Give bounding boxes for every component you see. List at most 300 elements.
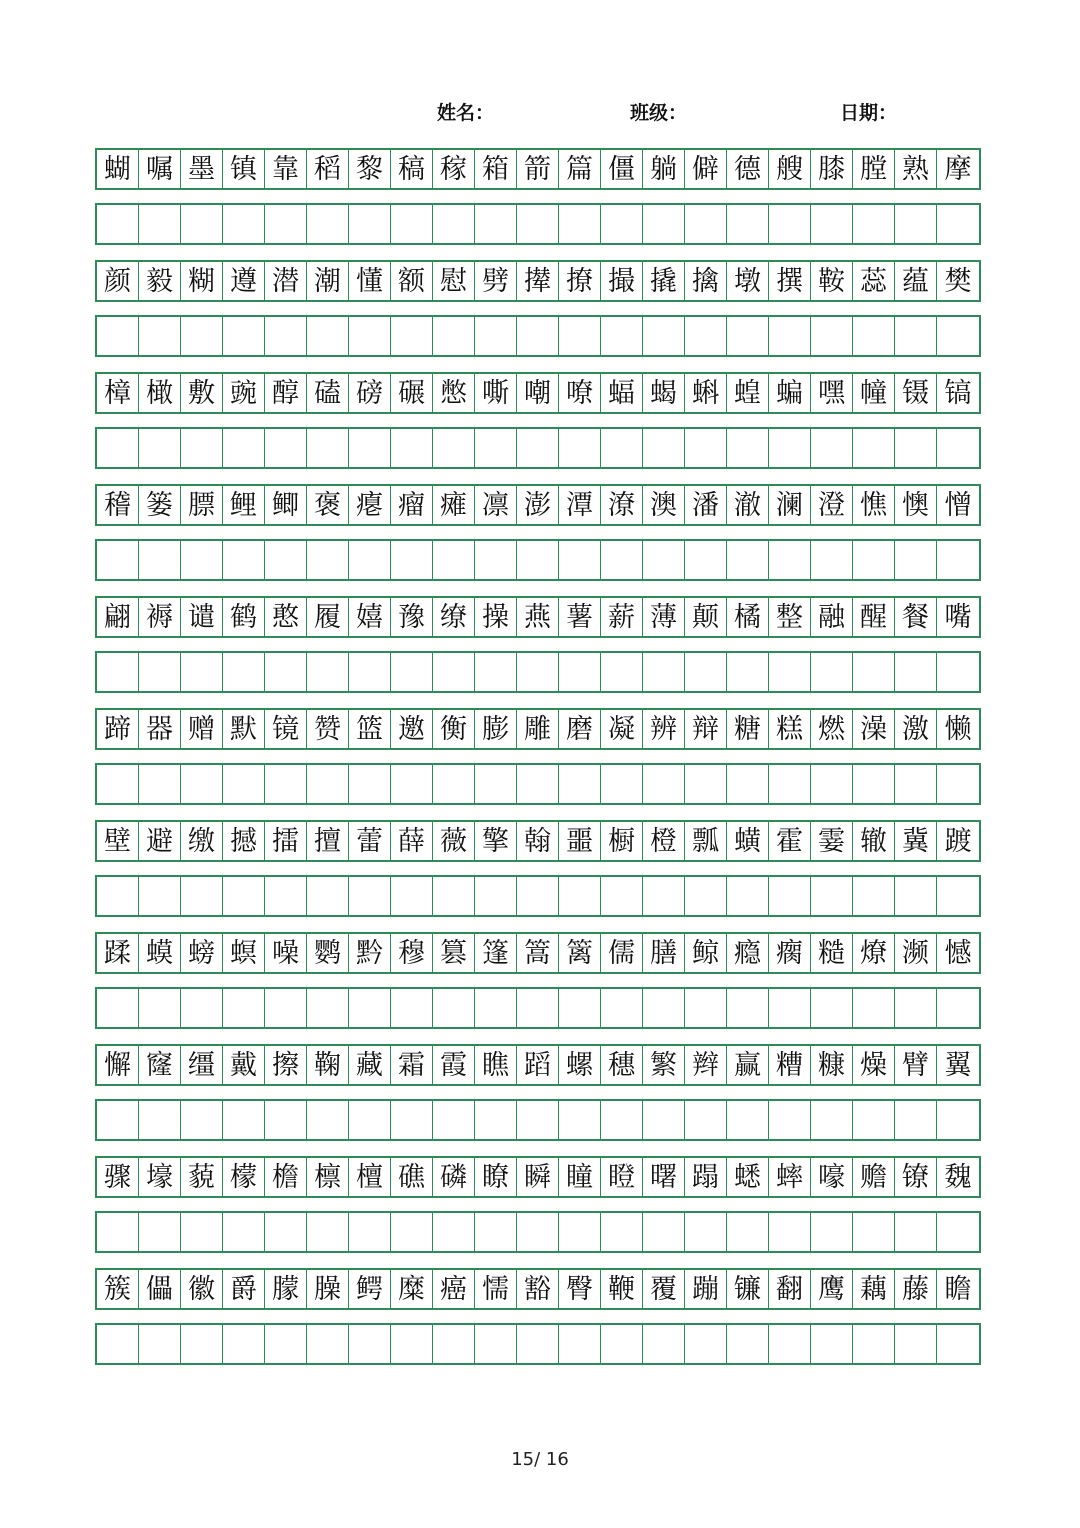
character-cell: 澄: [811, 486, 853, 524]
writing-box[interactable]: [559, 1325, 601, 1363]
writing-box[interactable]: [223, 1325, 265, 1363]
writing-box[interactable]: [475, 429, 517, 467]
writing-box[interactable]: [559, 653, 601, 691]
writing-box[interactable]: [139, 205, 181, 243]
writing-box[interactable]: [895, 317, 937, 355]
writing-box[interactable]: [433, 429, 475, 467]
writing-box[interactable]: [139, 877, 181, 915]
writing-box[interactable]: [685, 1101, 727, 1139]
writing-box[interactable]: [391, 653, 433, 691]
writing-box[interactable]: [307, 1101, 349, 1139]
writing-box[interactable]: [433, 653, 475, 691]
writing-box[interactable]: [475, 1213, 517, 1251]
writing-box[interactable]: [97, 1213, 139, 1251]
writing-box[interactable]: [643, 653, 685, 691]
writing-box[interactable]: [895, 877, 937, 915]
character-cell: 糠: [811, 1046, 853, 1084]
character-cell: 幢: [853, 374, 895, 412]
character-cell: 壁: [97, 822, 139, 860]
writing-box[interactable]: [643, 1213, 685, 1251]
character-cell: 瞪: [601, 1158, 643, 1196]
writing-box[interactable]: [727, 1213, 769, 1251]
writing-box[interactable]: [769, 765, 811, 803]
writing-box[interactable]: [475, 989, 517, 1027]
writing-box[interactable]: [181, 653, 223, 691]
writing-box[interactable]: [643, 765, 685, 803]
writing-box[interactable]: [727, 429, 769, 467]
writing-box[interactable]: [643, 1101, 685, 1139]
character-cell: 蟥: [727, 822, 769, 860]
writing-box[interactable]: [937, 877, 979, 915]
writing-box[interactable]: [895, 653, 937, 691]
character-cell: 濒: [895, 934, 937, 972]
character-cell: 穗: [601, 1046, 643, 1084]
practice-row: [95, 315, 981, 357]
writing-box[interactable]: [895, 1101, 937, 1139]
writing-box[interactable]: [433, 317, 475, 355]
writing-box[interactable]: [475, 877, 517, 915]
writing-box[interactable]: [895, 765, 937, 803]
writing-box[interactable]: [769, 989, 811, 1027]
writing-box[interactable]: [937, 1213, 979, 1251]
character-cell: 澡: [853, 710, 895, 748]
writing-box[interactable]: [265, 541, 307, 579]
writing-box[interactable]: [181, 429, 223, 467]
character-cell: 瘸: [769, 934, 811, 972]
character-cell: 缰: [181, 1046, 223, 1084]
practice-row: [95, 1211, 981, 1253]
writing-box[interactable]: [433, 877, 475, 915]
writing-box[interactable]: [601, 429, 643, 467]
writing-box[interactable]: [769, 1325, 811, 1363]
writing-box[interactable]: [97, 205, 139, 243]
character-cell: 霜: [391, 1046, 433, 1084]
writing-box[interactable]: [727, 541, 769, 579]
writing-box[interactable]: [559, 989, 601, 1027]
writing-box[interactable]: [559, 429, 601, 467]
writing-box[interactable]: [265, 877, 307, 915]
writing-box[interactable]: [853, 653, 895, 691]
writing-box[interactable]: [517, 653, 559, 691]
character-cell: 憨: [265, 598, 307, 636]
writing-box[interactable]: [181, 541, 223, 579]
character-cell: 鳄: [349, 1270, 391, 1308]
writing-box[interactable]: [895, 429, 937, 467]
writing-box[interactable]: [643, 541, 685, 579]
writing-box[interactable]: [475, 541, 517, 579]
writing-box[interactable]: [475, 653, 517, 691]
writing-box[interactable]: [895, 1325, 937, 1363]
character-cell: 德: [727, 150, 769, 188]
writing-box[interactable]: [391, 989, 433, 1027]
writing-box[interactable]: [643, 877, 685, 915]
writing-box[interactable]: [685, 1325, 727, 1363]
writing-box[interactable]: [559, 317, 601, 355]
writing-box[interactable]: [391, 205, 433, 243]
character-cell: 邀: [391, 710, 433, 748]
writing-box[interactable]: [139, 1213, 181, 1251]
writing-box[interactable]: [601, 877, 643, 915]
writing-box[interactable]: [307, 205, 349, 243]
writing-box[interactable]: [853, 1101, 895, 1139]
character-cell: 慰: [433, 262, 475, 300]
writing-box[interactable]: [97, 1325, 139, 1363]
character-cell: 爵: [223, 1270, 265, 1308]
character-cell: 糖: [727, 710, 769, 748]
writing-box[interactable]: [895, 1213, 937, 1251]
character-cell: 戴: [223, 1046, 265, 1084]
writing-box[interactable]: [139, 1101, 181, 1139]
character-cell: 噪: [265, 934, 307, 972]
writing-box[interactable]: [643, 429, 685, 467]
writing-box[interactable]: [223, 989, 265, 1027]
writing-box[interactable]: [811, 653, 853, 691]
writing-box[interactable]: [937, 1325, 979, 1363]
character-cell: 熟: [895, 150, 937, 188]
writing-box[interactable]: [853, 541, 895, 579]
writing-box[interactable]: [349, 205, 391, 243]
writing-box[interactable]: [601, 653, 643, 691]
practice-sheet: [95, 148, 981, 1365]
writing-box[interactable]: [391, 429, 433, 467]
writing-box[interactable]: [265, 653, 307, 691]
writing-box[interactable]: [853, 877, 895, 915]
character-cell: 冀: [895, 822, 937, 860]
writing-box[interactable]: [433, 989, 475, 1027]
writing-box[interactable]: [811, 877, 853, 915]
writing-box[interactable]: [811, 1213, 853, 1251]
character-row: [95, 820, 981, 862]
writing-box[interactable]: [307, 1325, 349, 1363]
writing-box[interactable]: [181, 1101, 223, 1139]
writing-box[interactable]: [643, 989, 685, 1027]
writing-box[interactable]: [391, 877, 433, 915]
writing-box[interactable]: [307, 429, 349, 467]
character-cell: 鲫: [265, 486, 307, 524]
writing-box[interactable]: [727, 877, 769, 915]
character-cell: 懈: [97, 1046, 139, 1084]
writing-box[interactable]: [853, 1325, 895, 1363]
character-cell: 翰: [517, 822, 559, 860]
writing-box[interactable]: [139, 429, 181, 467]
writing-box[interactable]: [97, 877, 139, 915]
writing-box[interactable]: [727, 653, 769, 691]
writing-box[interactable]: [937, 765, 979, 803]
writing-box[interactable]: [97, 653, 139, 691]
writing-box[interactable]: [937, 1101, 979, 1139]
writing-box[interactable]: [853, 429, 895, 467]
writing-box[interactable]: [811, 765, 853, 803]
writing-box[interactable]: [769, 429, 811, 467]
practice-row: [95, 875, 981, 917]
writing-box[interactable]: [727, 989, 769, 1027]
writing-box[interactable]: [685, 877, 727, 915]
writing-box[interactable]: [517, 1101, 559, 1139]
writing-box[interactable]: [349, 541, 391, 579]
character-cell: 癌: [433, 1270, 475, 1308]
writing-box[interactable]: [685, 1213, 727, 1251]
writing-box[interactable]: [307, 877, 349, 915]
writing-box[interactable]: [601, 1101, 643, 1139]
writing-box[interactable]: [475, 205, 517, 243]
writing-box[interactable]: [727, 765, 769, 803]
writing-box[interactable]: [895, 205, 937, 243]
writing-box[interactable]: [811, 541, 853, 579]
writing-box[interactable]: [937, 989, 979, 1027]
character-cell: 磨: [559, 710, 601, 748]
writing-box[interactable]: [727, 205, 769, 243]
writing-box[interactable]: [97, 765, 139, 803]
character-cell: 霍: [769, 822, 811, 860]
writing-box[interactable]: [223, 429, 265, 467]
writing-box[interactable]: [181, 877, 223, 915]
writing-box[interactable]: [391, 317, 433, 355]
writing-box[interactable]: [349, 1325, 391, 1363]
writing-box[interactable]: [139, 765, 181, 803]
page-number: 15/ 16: [511, 1449, 569, 1470]
writing-box[interactable]: [937, 317, 979, 355]
writing-box[interactable]: [433, 541, 475, 579]
character-cell: 撼: [223, 822, 265, 860]
writing-box[interactable]: [265, 765, 307, 803]
writing-box[interactable]: [517, 989, 559, 1027]
writing-box[interactable]: [433, 1213, 475, 1251]
writing-box[interactable]: [223, 317, 265, 355]
character-cell: 薇: [433, 822, 475, 860]
writing-box[interactable]: [475, 1101, 517, 1139]
writing-box[interactable]: [97, 989, 139, 1027]
character-cell: 瞻: [944, 1273, 972, 1305]
writing-box[interactable]: [559, 877, 601, 915]
writing-box[interactable]: [769, 877, 811, 915]
writing-box[interactable]: [181, 1325, 223, 1363]
writing-box[interactable]: [349, 653, 391, 691]
writing-box[interactable]: [727, 1325, 769, 1363]
writing-box[interactable]: [811, 989, 853, 1027]
writing-box[interactable]: [559, 765, 601, 803]
writing-box[interactable]: [769, 317, 811, 355]
writing-box[interactable]: [139, 989, 181, 1027]
writing-box[interactable]: [307, 653, 349, 691]
writing-box[interactable]: [475, 317, 517, 355]
writing-box[interactable]: [349, 1101, 391, 1139]
writing-box[interactable]: [349, 877, 391, 915]
writing-box[interactable]: [853, 317, 895, 355]
character-cell: 磅: [349, 374, 391, 412]
writing-box[interactable]: [307, 1213, 349, 1251]
character-cell: 霞: [433, 1046, 475, 1084]
writing-box[interactable]: [517, 429, 559, 467]
writing-box[interactable]: [601, 989, 643, 1027]
writing-box[interactable]: [349, 317, 391, 355]
writing-box[interactable]: [811, 317, 853, 355]
character-cell: 篓: [139, 486, 181, 524]
character-cell: 篙: [517, 934, 559, 972]
writing-box[interactable]: [391, 765, 433, 803]
writing-box[interactable]: [139, 541, 181, 579]
writing-box[interactable]: [853, 205, 895, 243]
writing-box[interactable]: [559, 205, 601, 243]
writing-box[interactable]: [391, 1325, 433, 1363]
writing-box[interactable]: [181, 765, 223, 803]
writing-box[interactable]: [223, 765, 265, 803]
writing-box[interactable]: [349, 429, 391, 467]
writing-box[interactable]: [265, 429, 307, 467]
writing-box[interactable]: [643, 205, 685, 243]
writing-box[interactable]: [769, 541, 811, 579]
writing-box[interactable]: [265, 205, 307, 243]
writing-box[interactable]: [307, 989, 349, 1027]
writing-box[interactable]: [433, 1325, 475, 1363]
writing-box[interactable]: [223, 205, 265, 243]
writing-box[interactable]: [937, 653, 979, 691]
writing-box[interactable]: [811, 1325, 853, 1363]
writing-box[interactable]: [139, 653, 181, 691]
character-cell: 履: [307, 598, 349, 636]
character-cell: 稽: [97, 486, 139, 524]
writing-box[interactable]: [769, 205, 811, 243]
writing-box[interactable]: [223, 653, 265, 691]
character-cell: 醒: [853, 598, 895, 636]
character-cell: 藤: [895, 1270, 937, 1308]
writing-box[interactable]: [475, 1325, 517, 1363]
writing-box[interactable]: [223, 541, 265, 579]
character-cell: 翼: [944, 1049, 972, 1081]
writing-box[interactable]: [307, 541, 349, 579]
writing-box[interactable]: [349, 989, 391, 1027]
writing-box[interactable]: [265, 989, 307, 1027]
character-cell: 礁: [391, 1158, 433, 1196]
writing-box[interactable]: [937, 541, 979, 579]
character-cell: 箱: [475, 150, 517, 188]
writing-box[interactable]: [643, 1325, 685, 1363]
character-cell: 瘾: [727, 934, 769, 972]
writing-box[interactable]: [601, 205, 643, 243]
writing-box[interactable]: [685, 429, 727, 467]
writing-box[interactable]: [685, 205, 727, 243]
writing-box[interactable]: [391, 1101, 433, 1139]
character-cell: 整: [769, 598, 811, 636]
writing-box[interactable]: [643, 317, 685, 355]
writing-box[interactable]: [349, 765, 391, 803]
writing-box[interactable]: [517, 765, 559, 803]
writing-box[interactable]: [223, 1213, 265, 1251]
writing-box[interactable]: [139, 1325, 181, 1363]
writing-box[interactable]: [727, 317, 769, 355]
writing-box[interactable]: [853, 989, 895, 1027]
character-cell: 瓢: [685, 822, 727, 860]
writing-box[interactable]: [265, 1325, 307, 1363]
character-cell: 擎: [475, 822, 517, 860]
writing-box[interactable]: [811, 429, 853, 467]
character-cell: 鹰: [811, 1270, 853, 1308]
character-cell: 翻: [769, 1270, 811, 1308]
writing-box[interactable]: [685, 653, 727, 691]
character-cell: 篡: [433, 934, 475, 972]
writing-box[interactable]: [895, 541, 937, 579]
writing-box[interactable]: [265, 1101, 307, 1139]
writing-box[interactable]: [517, 205, 559, 243]
character-cell: 缭: [433, 598, 475, 636]
writing-box[interactable]: [517, 317, 559, 355]
writing-box[interactable]: [559, 1213, 601, 1251]
writing-box[interactable]: [391, 541, 433, 579]
writing-box[interactable]: [601, 1213, 643, 1251]
writing-box[interactable]: [433, 205, 475, 243]
writing-box[interactable]: [265, 317, 307, 355]
character-cell: 糟: [769, 1046, 811, 1084]
writing-box[interactable]: [181, 1213, 223, 1251]
writing-box[interactable]: [139, 317, 181, 355]
writing-box[interactable]: [433, 1101, 475, 1139]
writing-box[interactable]: [895, 989, 937, 1027]
writing-box[interactable]: [307, 317, 349, 355]
writing-box[interactable]: [181, 205, 223, 243]
character-cell: 擦: [265, 1046, 307, 1084]
writing-box[interactable]: [181, 989, 223, 1027]
writing-box[interactable]: [181, 317, 223, 355]
writing-box[interactable]: [97, 317, 139, 355]
writing-box[interactable]: [97, 1101, 139, 1139]
writing-box[interactable]: [601, 541, 643, 579]
character-cell: 谴: [181, 598, 223, 636]
writing-box[interactable]: [685, 989, 727, 1027]
writing-box[interactable]: [937, 205, 979, 243]
writing-box[interactable]: [559, 1101, 601, 1139]
practice-row: [95, 651, 981, 693]
writing-box[interactable]: [517, 877, 559, 915]
writing-box[interactable]: [853, 1213, 895, 1251]
writing-box[interactable]: [685, 317, 727, 355]
writing-box[interactable]: [769, 1101, 811, 1139]
writing-box[interactable]: [727, 1101, 769, 1139]
writing-box[interactable]: [685, 765, 727, 803]
writing-box[interactable]: [307, 765, 349, 803]
character-cell: 檀: [349, 1158, 391, 1196]
writing-box[interactable]: [349, 1213, 391, 1251]
writing-box[interactable]: [937, 429, 979, 467]
character-cell: 镇: [223, 150, 265, 188]
writing-box[interactable]: [223, 877, 265, 915]
writing-box[interactable]: [475, 765, 517, 803]
writing-box[interactable]: [685, 541, 727, 579]
writing-box[interactable]: [517, 1213, 559, 1251]
writing-box[interactable]: [559, 541, 601, 579]
writing-box[interactable]: [601, 765, 643, 803]
writing-box[interactable]: [97, 541, 139, 579]
character-cell: 衡: [433, 710, 475, 748]
writing-box[interactable]: [391, 1213, 433, 1251]
character-cell: 嬉: [349, 598, 391, 636]
writing-box[interactable]: [769, 1213, 811, 1251]
writing-box[interactable]: [223, 1101, 265, 1139]
character-cell: 融: [811, 598, 853, 636]
writing-box[interactable]: [769, 653, 811, 691]
writing-box[interactable]: [97, 429, 139, 467]
writing-box[interactable]: [811, 1101, 853, 1139]
character-cell: 檩: [307, 1158, 349, 1196]
writing-box[interactable]: [265, 1213, 307, 1251]
writing-box[interactable]: [601, 317, 643, 355]
writing-box[interactable]: [433, 765, 475, 803]
character-cell: 橘: [727, 598, 769, 636]
writing-box[interactable]: [517, 541, 559, 579]
writing-box[interactable]: [853, 765, 895, 803]
character-cell: 橱: [601, 822, 643, 860]
writing-box[interactable]: [601, 1325, 643, 1363]
writing-box[interactable]: [517, 1325, 559, 1363]
writing-box[interactable]: [811, 205, 853, 243]
